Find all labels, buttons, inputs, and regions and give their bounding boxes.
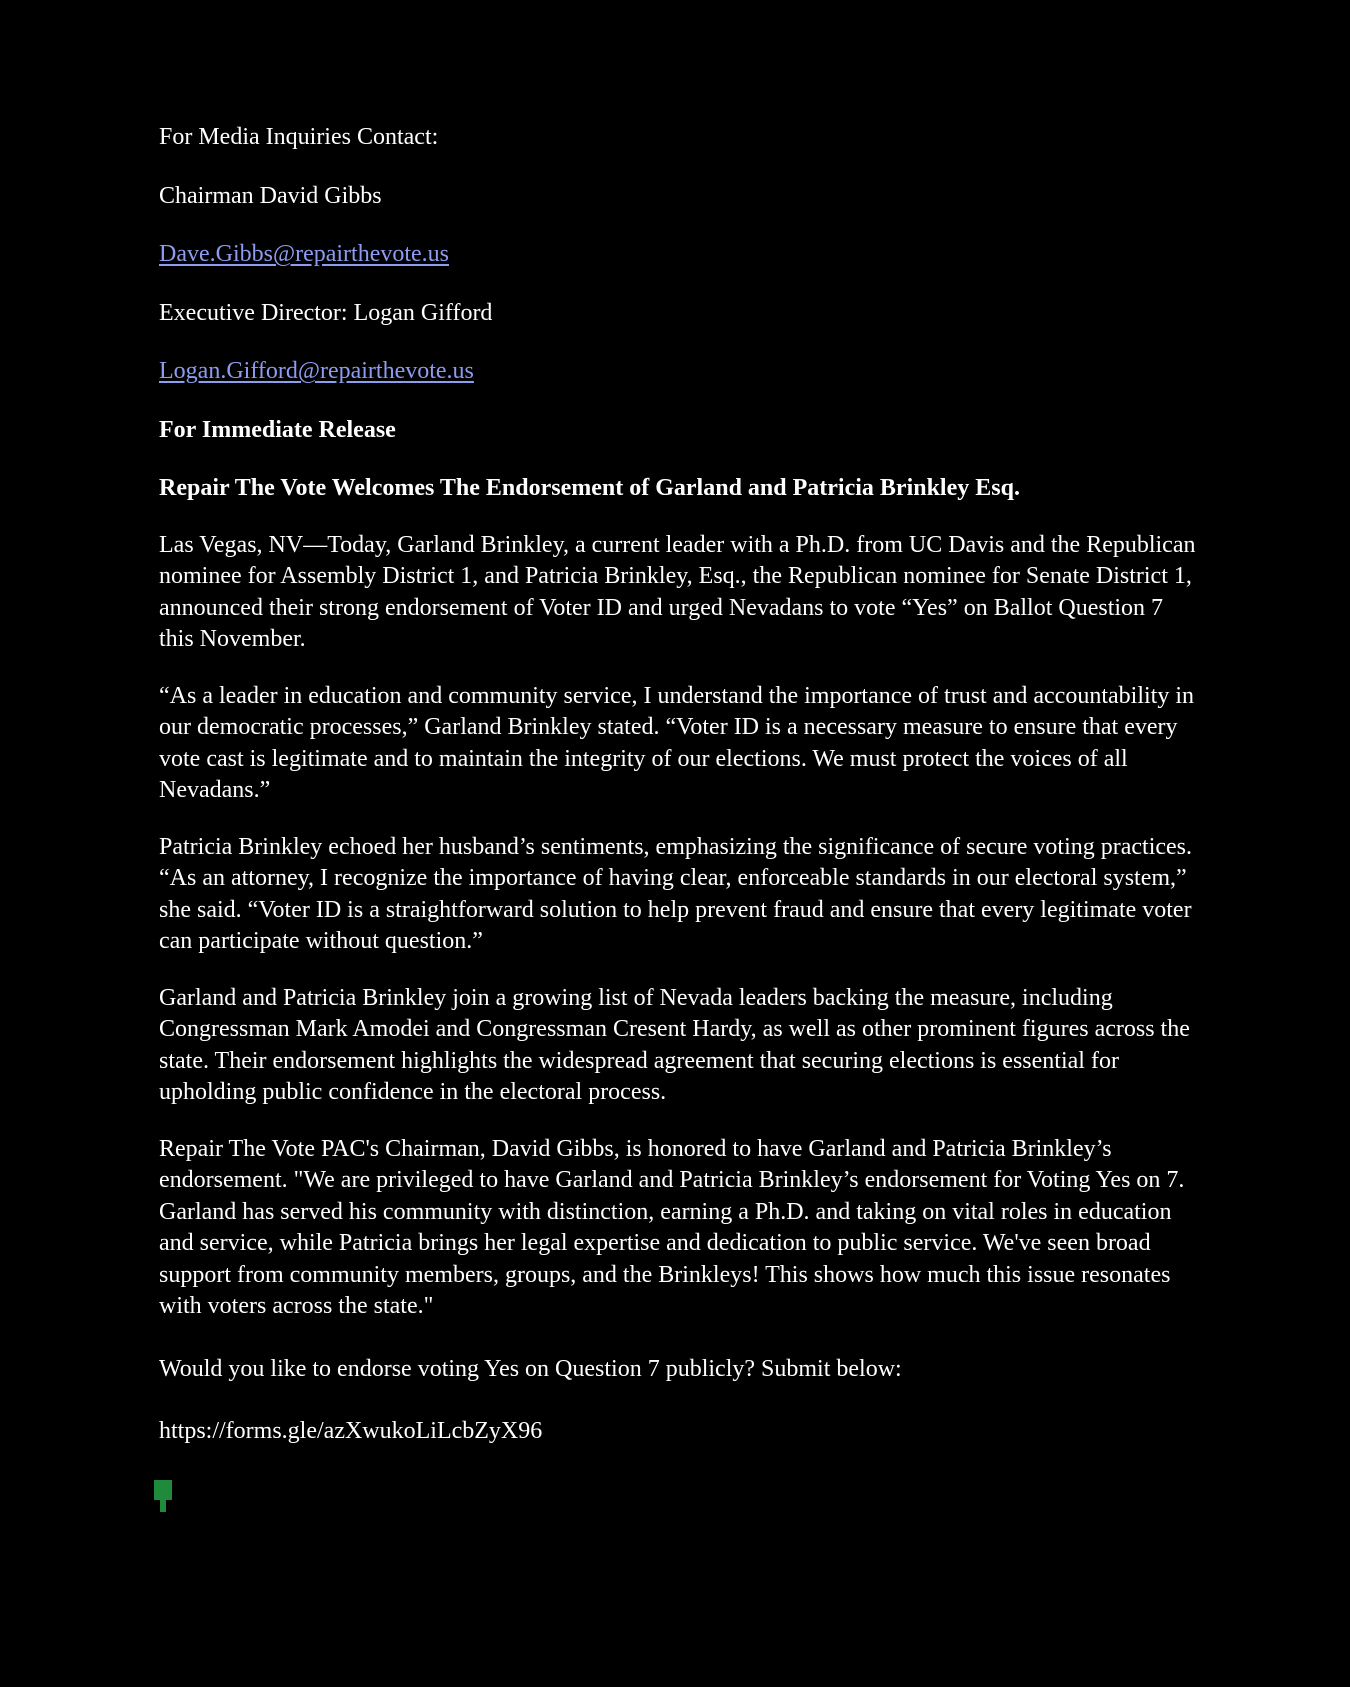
paragraph-announcement: Las Vegas, NV—Today, Garland Brinkley, a current leader with a Ph.D. from UC Davis and the Republican nominee for Assembly District 1, and Patricia Brinkley, Esq., the Republican nominee for Senate District 1, announced their strong endorsement of Voter ID and urged Nevadans to vote “Yes” on Ballot Question 7 this November. (159, 531, 1196, 652)
director-email-link[interactable]: Logan.Gifford@repairthevote.us (159, 358, 474, 384)
form-link[interactable]: https://forms.gle/azXwukoLiLcbZyX96 (159, 1418, 543, 1444)
release-headline: Repair The Vote Welcomes The Endorsement of Garland and Patricia Brinkley Esq. (159, 475, 1020, 501)
press-release (159, 122, 1199, 1448)
text-cursor-icon (154, 1480, 172, 1512)
paragraph-garland-quote: “As a leader in education and community service, I understand the importance of trust and accountability in our democratic processes,” Garland Brinkley stated. “Voter ID is a necessary measure to ensure that every vote cast is legitimate and to maintain the integrity of our elections. We must protect the voices of all Nevadans.” (159, 682, 1194, 803)
director-name: Executive Director: Logan Gifford (159, 299, 493, 326)
paragraph-chairman: Repair The Vote PAC's Chairman, David Gibbs, is honored to have Garland and Patricia Brinkley’s endorsement. "We are privileged to have Garland and Patricia Brinkley’s endorsement for Voting Yes on 7. Garland has served his community with distinction, earning a Ph.D. and taking on vital roles in education and service, while Patricia brings her legal expertise and dedication to public service. We've seen broad support from community members, groups, and the Brinkleys! This shows how much this issue resonates with voters across the state." (159, 1135, 1185, 1319)
chairman-name: Chairman David Gibbs (159, 182, 382, 209)
chairman-email-line (159, 239, 1199, 271)
paragraph-leaders: Garland and Patricia Brinkley join a growing list of Nevada leaders backing the measure, including Congressman Mark Amodei and Congressman Cresent Hardy, as well as other prominent figures across the state. Their endorsement highlights the widespread agreement that securing elections is essential for upholding public confidence in the electoral process. (159, 984, 1190, 1105)
call-to-action: Would you like to endorse voting Yes on Question 7 publicly? Submit below: (159, 1355, 902, 1382)
contact-heading: For Media Inquiries Contact: (159, 124, 439, 150)
director-email-line (159, 356, 1199, 388)
chairman-email-link[interactable]: Dave.Gibbs@repairthevote.us (159, 241, 450, 267)
release-label: For Immediate Release (159, 416, 396, 443)
paragraph-patricia-quote: Patricia Brinkley echoed her husband’s sentiments, emphasizing the significance of secure voting practices. “As an attorney, I recognize the importance of having clear, enforceable standards in our electoral system,” she said. “Voter ID is a straightforward solution to help prevent fraud and ensure that every legitimate voter can participate without question.” (159, 833, 1193, 954)
